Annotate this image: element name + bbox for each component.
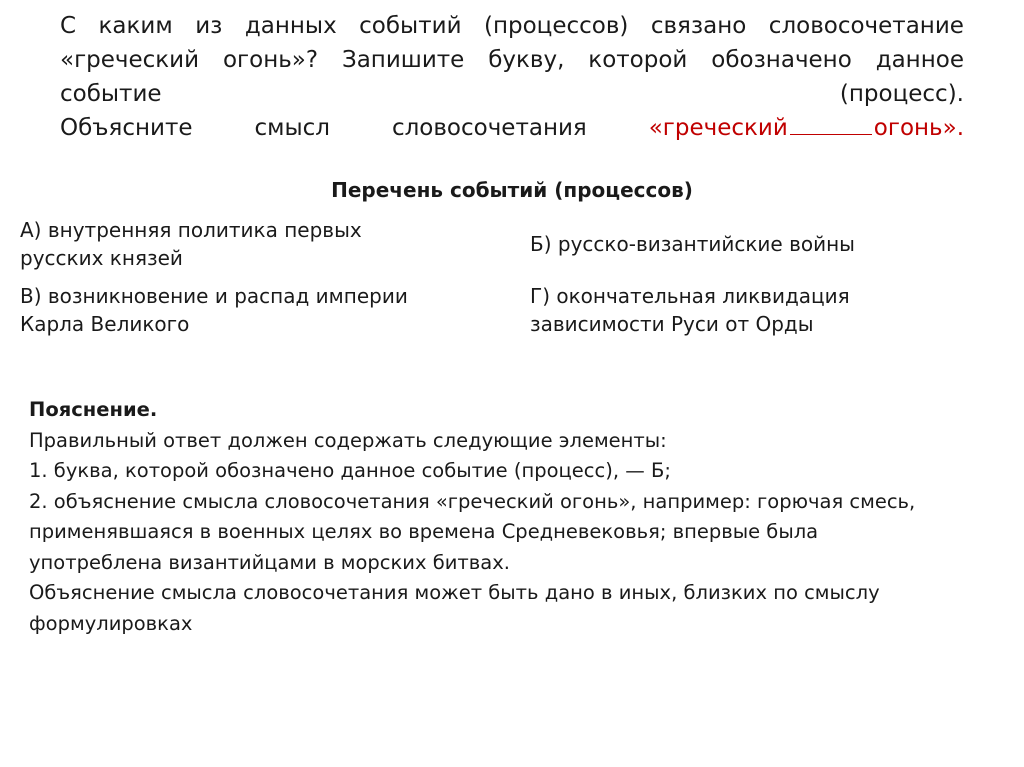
word: «греческий (60, 47, 200, 73)
word: обозначено (711, 47, 852, 73)
word: (процесс). (839, 81, 964, 107)
word: событий (359, 13, 462, 39)
word: Запишите (341, 47, 465, 73)
red-word: огонь». (873, 115, 964, 141)
explanation-line: 1. буква, которой обозначено данное событие (процесс), — Б; (29, 459, 671, 482)
event-a (20, 216, 362, 272)
word: данных (244, 13, 337, 39)
explanation-line: употреблена византийцами в морских битвах. (29, 550, 510, 574)
question-line-2 (60, 44, 964, 77)
word: каким (98, 13, 173, 39)
word: словосочетание (768, 13, 964, 39)
word: (процессов) (483, 13, 629, 39)
explanation-line: 2. объяснение смысла словосочетания «греческий огонь», например: горючая смесь, (29, 489, 916, 513)
question-line-3 (60, 78, 964, 111)
word: смысл (254, 115, 331, 141)
question-line-1 (60, 10, 964, 43)
word: событие (60, 81, 162, 107)
explanation-block (29, 395, 989, 639)
word: из (195, 13, 223, 39)
word: огонь»? (222, 47, 319, 73)
greek-fire-phrase (649, 112, 964, 145)
word: связано (650, 13, 747, 39)
event-a-line: русских князей (20, 246, 183, 270)
event-b (530, 230, 855, 258)
word: Объясните (60, 115, 193, 141)
event-g-line: Г) окончательная ликвидация (530, 284, 850, 308)
word: словосочетания (391, 115, 587, 141)
event-b-line: Б) русско-византийские войны (530, 232, 855, 256)
underline-gap (790, 133, 872, 135)
explanation-line: формулировках (29, 611, 193, 635)
word: данное (875, 47, 964, 73)
question-line-4 (60, 112, 964, 145)
explanation-line: Правильный ответ должен содержать следующие элементы: (29, 428, 667, 452)
explanation-heading: Пояснение. (29, 398, 158, 421)
event-v-line: В) возникновение и распад империи (20, 284, 408, 308)
event-v-line: Карла Великого (20, 312, 190, 336)
event-g-line: зависимости Руси от Орды (530, 312, 814, 336)
red-word: «греческий (648, 115, 788, 141)
events-list-title: Перечень событий (процессов) (331, 178, 693, 202)
word: букву, (488, 47, 565, 73)
explanation-line: применявшаяся в военных целях во времена Средневековья; впервые была (29, 520, 819, 543)
event-a-line: А) внутренняя политика первых (20, 218, 362, 242)
event-g (530, 282, 850, 338)
event-v (20, 282, 408, 338)
explanation-line: Объяснение смысла словосочетания может быть дано в иных, близких по смыслу (29, 581, 880, 604)
word: С (60, 13, 77, 39)
word: которой (588, 47, 688, 73)
